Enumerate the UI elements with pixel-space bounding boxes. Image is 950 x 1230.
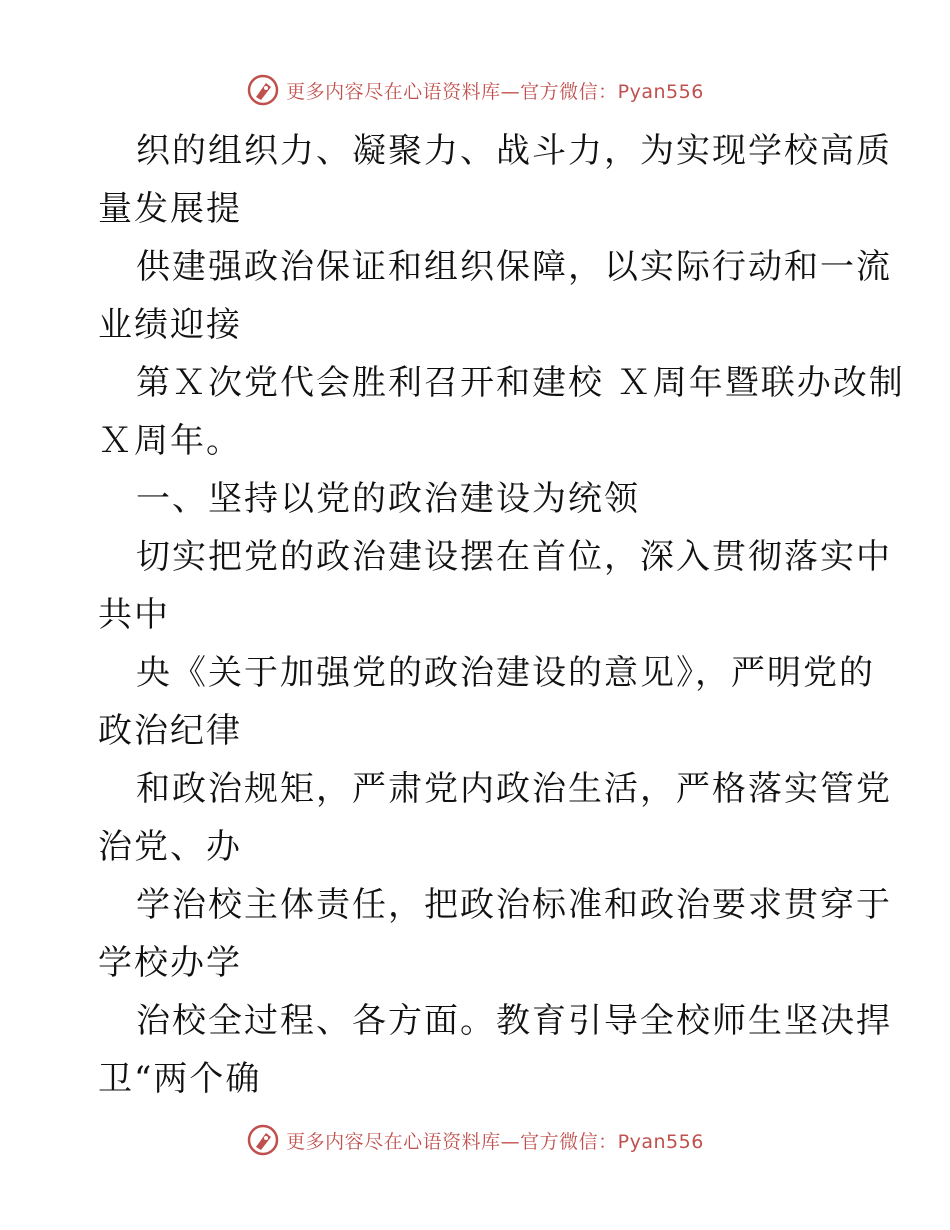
paragraph bbox=[98, 760, 892, 876]
paragraph bbox=[98, 238, 892, 354]
paragraph-line: 量发展提 bbox=[98, 189, 242, 229]
paragraph bbox=[98, 876, 892, 992]
section-heading: 一、坚持以党的政治建设为统领 bbox=[136, 479, 640, 519]
footer-banner bbox=[0, 1120, 950, 1160]
paragraph bbox=[98, 354, 905, 470]
paragraph-line: 切实把党的政治建设摆在首位，深入贯彻落实中 bbox=[136, 537, 892, 577]
paragraph-line: 治党、办 bbox=[98, 827, 242, 867]
paragraph-line: 织的组织力、凝聚力、战斗力，为实现学校高质 bbox=[136, 131, 892, 171]
paragraph-line: 政治纪律 bbox=[98, 711, 242, 751]
paragraph bbox=[98, 644, 875, 760]
paragraph-line: 卫“两个确 bbox=[98, 1059, 262, 1099]
banner-text: 更多内容尽在心语资料库—官方微信：Pyan556 bbox=[286, 1130, 704, 1153]
paragraph bbox=[98, 528, 892, 644]
document-body bbox=[98, 122, 905, 1108]
paragraph bbox=[98, 992, 892, 1108]
paragraph-line: 第Ｘ次党代会胜利召开和建校 Ｘ周年暨联办改制 bbox=[136, 363, 905, 403]
pen-nib-logo-icon bbox=[246, 73, 280, 107]
pen-nib-logo-icon bbox=[246, 1123, 280, 1157]
paragraph-line: 学校办学 bbox=[98, 943, 242, 983]
paragraph-line: 供建强政治保证和组织保障，以实际行动和一流 bbox=[136, 247, 892, 287]
paragraph-line: 业绩迎接 bbox=[98, 305, 242, 345]
paragraph-line: Ｘ周年。 bbox=[98, 421, 242, 461]
paragraph bbox=[98, 122, 892, 238]
paragraph-line: 共中 bbox=[98, 595, 170, 635]
paragraph-line: 治校全过程、各方面。教育引导全校师生坚决捍 bbox=[136, 1001, 892, 1041]
paragraph-line: 央《关于加强党的政治建设的意见》，严明党的 bbox=[136, 653, 875, 693]
header-banner bbox=[0, 70, 950, 110]
banner-text: 更多内容尽在心语资料库—官方微信：Pyan556 bbox=[286, 80, 704, 103]
paragraph-line: 和政治规矩，严肃党内政治生活，严格落实管党 bbox=[136, 769, 892, 809]
paragraph-line: 学治校主体责任，把政治标准和政治要求贯穿于 bbox=[136, 885, 892, 925]
